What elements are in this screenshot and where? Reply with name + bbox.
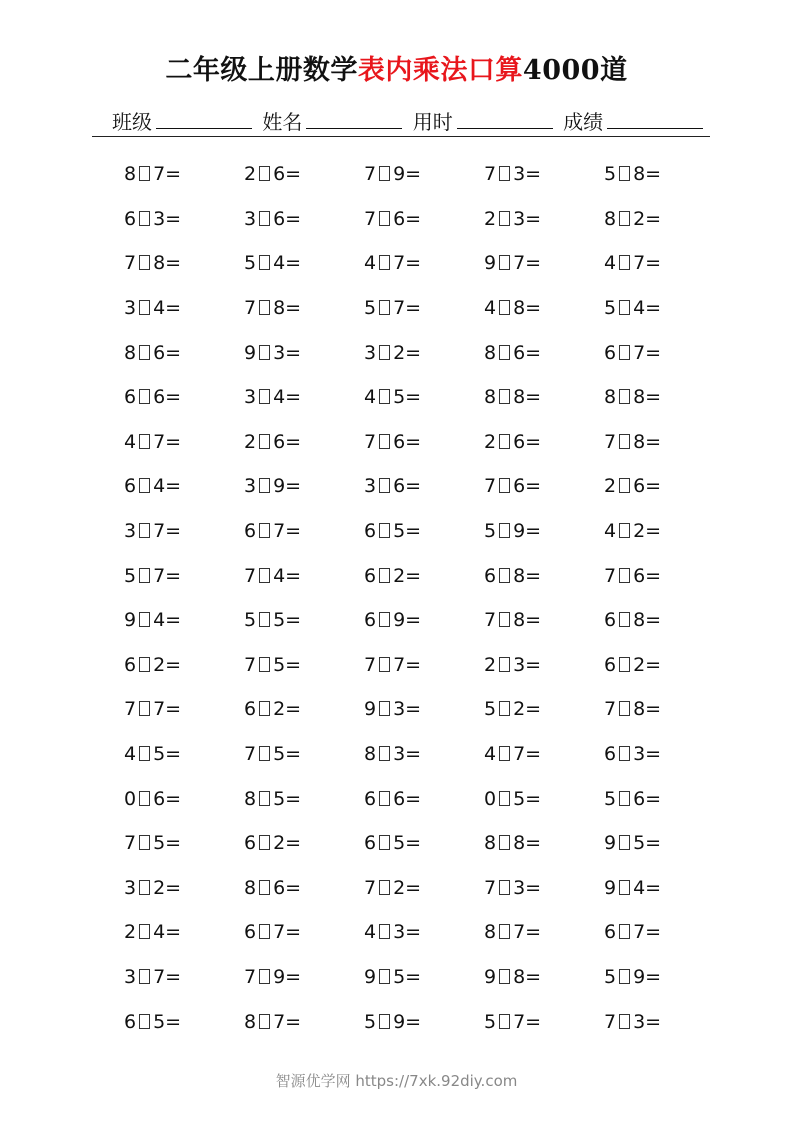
operator-box-icon — [619, 969, 630, 984]
operator-box-icon — [139, 523, 150, 538]
operator-box-icon — [499, 434, 510, 449]
problem-cell: 7 8= — [604, 698, 662, 721]
operator-box-icon — [379, 211, 390, 226]
operator-box-icon — [379, 166, 390, 181]
problem-cell: 9 3= — [364, 698, 422, 721]
operator-box-icon — [379, 300, 390, 315]
operator-box-icon — [139, 211, 150, 226]
problem-cell: 5 8= — [604, 163, 662, 186]
problem-cell: 7 6= — [364, 430, 422, 453]
operator-box-icon — [259, 211, 270, 226]
problem-cell: 8 7= — [124, 163, 182, 186]
operator-box-icon — [139, 612, 150, 627]
operator-box-icon — [499, 300, 510, 315]
operator-box-icon — [499, 791, 510, 806]
problem-cell: 6 3= — [124, 207, 182, 230]
problem-cell: 3 2= — [364, 341, 422, 364]
problem-cell: 5 5= — [244, 609, 302, 632]
operator-box-icon — [139, 701, 150, 716]
operator-box-icon — [139, 924, 150, 939]
problem-row — [124, 643, 724, 688]
operator-box-icon — [379, 434, 390, 449]
operator-box-icon — [619, 657, 630, 672]
problem-cell: 6 7= — [604, 341, 662, 364]
problem-cell: 3 2= — [124, 876, 182, 899]
operator-box-icon — [379, 835, 390, 850]
problem-cell: 5 7= — [484, 1010, 542, 1033]
problem-cell: 6 5= — [124, 1010, 182, 1033]
problem-row — [124, 598, 724, 643]
problem-cell: 8 3= — [364, 743, 422, 766]
problem-row — [124, 910, 724, 955]
problem-cell: 7 3= — [484, 876, 542, 899]
problem-cell: 7 6= — [364, 207, 422, 230]
operator-box-icon — [379, 701, 390, 716]
problem-cell: 5 9= — [364, 1010, 422, 1033]
operator-box-icon — [499, 478, 510, 493]
problem-cell: 5 7= — [364, 297, 422, 320]
problem-cell: 4 5= — [124, 743, 182, 766]
score-label: 成绩 — [563, 110, 604, 134]
operator-box-icon — [139, 791, 150, 806]
operator-box-icon — [499, 211, 510, 226]
operator-box-icon — [379, 345, 390, 360]
operator-box-icon — [139, 166, 150, 181]
operator-box-icon — [619, 389, 630, 404]
problem-cell: 7 3= — [604, 1010, 662, 1033]
problem-cell: 6 2= — [244, 832, 302, 855]
problem-cell: 2 6= — [244, 163, 302, 186]
operator-box-icon — [139, 568, 150, 583]
operator-box-icon — [259, 300, 270, 315]
problem-cell: 8 7= — [484, 921, 542, 944]
problem-cell: 4 7= — [364, 252, 422, 275]
problem-cell: 4 8= — [484, 297, 542, 320]
problem-cell: 7 9= — [364, 163, 422, 186]
operator-box-icon — [619, 300, 630, 315]
operator-box-icon — [619, 1014, 630, 1029]
problem-cell: 6 2= — [124, 653, 182, 676]
operator-box-icon — [139, 969, 150, 984]
problem-cell: 7 2= — [364, 876, 422, 899]
problem-cell: 8 6= — [244, 876, 302, 899]
problem-row — [124, 553, 724, 598]
problem-cell: 5 2= — [484, 698, 542, 721]
operator-box-icon — [619, 791, 630, 806]
operator-box-icon — [259, 523, 270, 538]
problem-cell: 3 7= — [124, 520, 182, 543]
problem-cell: 7 5= — [124, 832, 182, 855]
operator-box-icon — [499, 746, 510, 761]
problem-row — [124, 732, 724, 777]
page-title — [0, 48, 793, 87]
problem-cell: 8 6= — [124, 341, 182, 364]
operator-box-icon — [499, 568, 510, 583]
problem-cell: 8 6= — [484, 341, 542, 364]
operator-box-icon — [139, 746, 150, 761]
operator-box-icon — [259, 791, 270, 806]
problem-cell: 2 6= — [604, 475, 662, 498]
problem-cell: 5 4= — [244, 252, 302, 275]
operator-box-icon — [499, 701, 510, 716]
operator-box-icon — [259, 657, 270, 672]
problem-cell: 6 7= — [244, 520, 302, 543]
title-tail: 4000道 — [522, 55, 628, 86]
operator-box-icon — [619, 568, 630, 583]
problem-row — [124, 375, 724, 420]
score-blank[interactable] — [607, 110, 703, 129]
problem-cell: 4 5= — [364, 386, 422, 409]
operator-box-icon — [259, 345, 270, 360]
problem-row — [124, 241, 724, 286]
operator-box-icon — [259, 568, 270, 583]
problem-cell: 7 8= — [484, 609, 542, 632]
operator-box-icon — [499, 345, 510, 360]
operator-box-icon — [139, 880, 150, 895]
problem-cell: 7 3= — [484, 163, 542, 186]
problem-cell: 2 3= — [484, 653, 542, 676]
operator-box-icon — [139, 389, 150, 404]
operator-box-icon — [499, 166, 510, 181]
operator-box-icon — [619, 746, 630, 761]
operator-box-icon — [619, 880, 630, 895]
problem-cell: 6 3= — [604, 743, 662, 766]
operator-box-icon — [259, 434, 270, 449]
operator-box-icon — [139, 835, 150, 850]
operator-box-icon — [379, 612, 390, 627]
operator-box-icon — [259, 612, 270, 627]
operator-box-icon — [379, 924, 390, 939]
problem-row — [124, 152, 724, 197]
problem-cell: 6 6= — [124, 386, 182, 409]
operator-box-icon — [259, 880, 270, 895]
time-blank[interactable] — [457, 110, 553, 129]
operator-box-icon — [379, 478, 390, 493]
problem-cell: 7 7= — [364, 653, 422, 676]
problem-cell: 3 9= — [244, 475, 302, 498]
operator-box-icon — [619, 166, 630, 181]
problem-cell: 6 8= — [484, 564, 542, 587]
operator-box-icon — [379, 746, 390, 761]
problem-cell: 3 4= — [244, 386, 302, 409]
operator-box-icon — [619, 701, 630, 716]
problem-cell: 9 3= — [244, 341, 302, 364]
problem-cell: 7 9= — [244, 965, 302, 988]
operator-box-icon — [379, 389, 390, 404]
problem-cell: 9 8= — [484, 965, 542, 988]
operator-box-icon — [259, 166, 270, 181]
operator-box-icon — [619, 523, 630, 538]
operator-box-icon — [619, 924, 630, 939]
title-black: 二年级上册数学 — [165, 55, 358, 86]
operator-box-icon — [139, 434, 150, 449]
operator-box-icon — [619, 835, 630, 850]
problem-cell: 3 4= — [124, 297, 182, 320]
operator-box-icon — [259, 255, 270, 270]
problem-cell: 4 7= — [484, 743, 542, 766]
problem-cell: 5 7= — [124, 564, 182, 587]
title-red: 表内乘法口算 — [357, 55, 523, 86]
problem-cell: 6 7= — [244, 921, 302, 944]
footer-watermark: 智源优学网 https://7xk.92diy.com — [275, 1072, 518, 1090]
problem-cell: 9 4= — [124, 609, 182, 632]
operator-box-icon — [139, 478, 150, 493]
problem-cell: 4 3= — [364, 921, 422, 944]
operator-box-icon — [139, 345, 150, 360]
problem-cell: 6 4= — [124, 475, 182, 498]
operator-box-icon — [499, 255, 510, 270]
operator-box-icon — [259, 969, 270, 984]
problem-row — [124, 821, 724, 866]
operator-box-icon — [139, 300, 150, 315]
problem-cell: 6 2= — [364, 564, 422, 587]
problem-cell: 2 6= — [244, 430, 302, 453]
operator-box-icon — [379, 255, 390, 270]
operator-box-icon — [619, 345, 630, 360]
problem-cell: 8 2= — [604, 207, 662, 230]
operator-box-icon — [499, 835, 510, 850]
problem-cell: 2 3= — [484, 207, 542, 230]
problem-row — [124, 464, 724, 509]
problem-cell: 2 4= — [124, 921, 182, 944]
problem-row — [124, 866, 724, 911]
operator-box-icon — [379, 791, 390, 806]
operator-box-icon — [259, 701, 270, 716]
operator-box-icon — [259, 1014, 270, 1029]
problem-cell: 9 7= — [484, 252, 542, 275]
problem-cell: 6 5= — [364, 520, 422, 543]
problem-cell: 8 8= — [484, 832, 542, 855]
problem-cell: 6 2= — [244, 698, 302, 721]
problem-cell: 5 9= — [604, 965, 662, 988]
name-label: 姓名 — [262, 110, 303, 134]
operator-box-icon — [499, 1014, 510, 1029]
problem-cell: 9 4= — [604, 876, 662, 899]
operator-box-icon — [619, 255, 630, 270]
operator-box-icon — [139, 657, 150, 672]
problem-cell: 5 6= — [604, 787, 662, 810]
problem-cell: 7 5= — [244, 653, 302, 676]
problem-cell: 7 8= — [244, 297, 302, 320]
problem-row — [124, 999, 724, 1044]
operator-box-icon — [499, 612, 510, 627]
time-label: 用时 — [412, 110, 453, 134]
operator-box-icon — [259, 389, 270, 404]
problem-row — [124, 286, 724, 331]
operator-box-icon — [139, 1014, 150, 1029]
operator-box-icon — [259, 746, 270, 761]
problem-cell: 3 6= — [364, 475, 422, 498]
problem-cell: 6 6= — [364, 787, 422, 810]
class-blank[interactable] — [156, 110, 252, 129]
problem-cell: 8 8= — [604, 386, 662, 409]
problem-cell: 4 7= — [124, 430, 182, 453]
operator-box-icon — [499, 523, 510, 538]
operator-box-icon — [619, 211, 630, 226]
problem-cell: 3 6= — [244, 207, 302, 230]
operator-box-icon — [499, 389, 510, 404]
header-rule — [92, 136, 710, 137]
problem-cell: 5 9= — [484, 520, 542, 543]
operator-box-icon — [499, 969, 510, 984]
operator-box-icon — [139, 255, 150, 270]
problem-cell: 0 5= — [484, 787, 542, 810]
operator-box-icon — [259, 835, 270, 850]
problem-row — [124, 509, 724, 554]
info-line — [112, 106, 707, 135]
problem-row — [124, 776, 724, 821]
problem-cell: 7 8= — [124, 252, 182, 275]
class-label: 班级 — [112, 110, 152, 134]
problem-cell: 7 4= — [244, 564, 302, 587]
problem-row — [124, 955, 724, 1000]
problem-cell: 9 5= — [364, 965, 422, 988]
problem-cell: 6 5= — [364, 832, 422, 855]
problem-cell: 0 6= — [124, 787, 182, 810]
problem-cell: 7 6= — [604, 564, 662, 587]
problem-cell: 7 5= — [244, 743, 302, 766]
operator-box-icon — [259, 924, 270, 939]
problem-cell: 8 8= — [484, 386, 542, 409]
problem-cell: 6 2= — [604, 653, 662, 676]
problem-cell: 7 6= — [484, 475, 542, 498]
operator-box-icon — [499, 880, 510, 895]
operator-box-icon — [259, 478, 270, 493]
problem-cell: 2 6= — [484, 430, 542, 453]
problem-grid — [124, 152, 724, 1044]
problem-cell: 7 7= — [124, 698, 182, 721]
problem-cell: 4 2= — [604, 520, 662, 543]
name-blank[interactable] — [306, 110, 402, 129]
operator-box-icon — [379, 969, 390, 984]
problem-row — [124, 197, 724, 242]
problem-cell: 9 5= — [604, 832, 662, 855]
problem-row — [124, 330, 724, 375]
problem-cell: 6 7= — [604, 921, 662, 944]
operator-box-icon — [499, 924, 510, 939]
problem-cell: 4 7= — [604, 252, 662, 275]
operator-box-icon — [379, 880, 390, 895]
operator-box-icon — [619, 434, 630, 449]
problem-cell: 6 9= — [364, 609, 422, 632]
operator-box-icon — [379, 657, 390, 672]
operator-box-icon — [379, 1014, 390, 1029]
operator-box-icon — [379, 568, 390, 583]
problem-cell: 5 4= — [604, 297, 662, 320]
problem-cell: 6 8= — [604, 609, 662, 632]
problem-row — [124, 420, 724, 465]
problem-cell: 7 8= — [604, 430, 662, 453]
problem-cell: 8 5= — [244, 787, 302, 810]
problem-cell: 8 7= — [244, 1010, 302, 1033]
operator-box-icon — [619, 612, 630, 627]
problem-cell: 3 7= — [124, 965, 182, 988]
operator-box-icon — [379, 523, 390, 538]
problem-row — [124, 687, 724, 732]
operator-box-icon — [619, 478, 630, 493]
operator-box-icon — [499, 657, 510, 672]
